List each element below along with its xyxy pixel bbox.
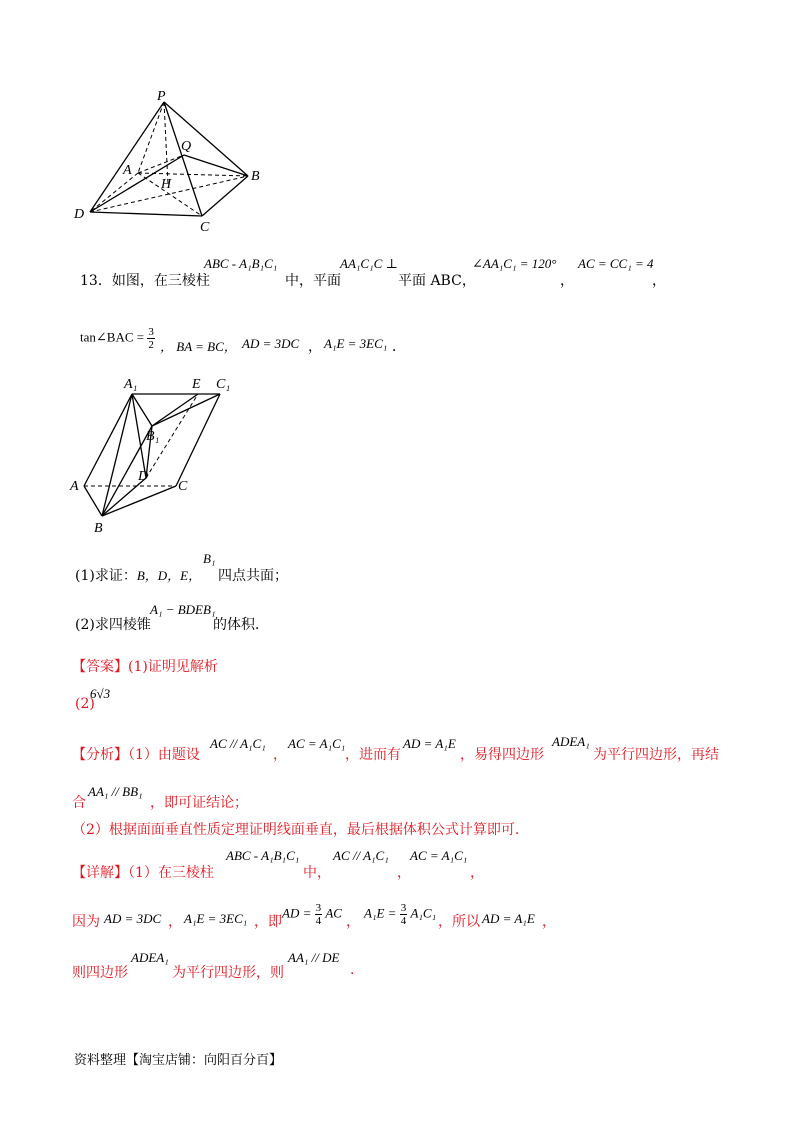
- label-Q: Q: [181, 139, 192, 154]
- answer-2-value: 6√3: [90, 686, 111, 701]
- detail-line-1: [72, 862, 214, 882]
- detail-l2-e: ，所以: [438, 914, 480, 930]
- detail-m2: AC // A₁C₁: [333, 848, 389, 863]
- analysis-p2-a: 合: [72, 795, 86, 811]
- q1-b1: B₁: [203, 551, 216, 566]
- vector-ad: AD = 3DC: [242, 336, 300, 351]
- label-D: D: [74, 207, 85, 222]
- detail-m1: ABC - A₁B₁C₁: [226, 848, 300, 863]
- detail-l2-f: ，: [542, 914, 556, 930]
- footer-source: 资料整理【淘宝店铺：向阳百分百】: [74, 1053, 283, 1068]
- label-A: A: [123, 163, 132, 178]
- detail-label: 【详解】: [72, 865, 128, 881]
- comma: ，: [560, 273, 574, 289]
- tan-fraction: $\frac{3}{2}$: [148, 326, 154, 351]
- q1-prefix: (1)求证：: [75, 568, 137, 584]
- detail-m7: A₁E = $\frac{3}{4}$ A₁C₁: [364, 902, 437, 927]
- angle-condition: ∠AA₁C₁ = 120°: [472, 256, 557, 271]
- fraction-three-quarters: $\frac{3}{4}$: [315, 902, 322, 927]
- detail-m9: ADEA₁: [131, 950, 169, 965]
- detail-l1-a: （1）在三棱柱: [128, 865, 214, 881]
- prism-name: ABC - A₁B₁C₁: [204, 256, 278, 271]
- detail-l2-c: ，即: [254, 914, 282, 930]
- label-B: B: [251, 169, 260, 184]
- label-E: E: [192, 377, 201, 392]
- analysis-p1-b: ，: [273, 747, 287, 763]
- detail-m4: AD = 3DC: [104, 911, 162, 926]
- length-condition: AC = CC₁ = 4: [578, 256, 654, 271]
- figure-prism: [64, 370, 244, 538]
- analysis-p1-a: （1）由题设: [128, 747, 200, 763]
- detail-m6: AD = $\frac{3}{4}$ AC: [282, 902, 342, 927]
- period: ．: [392, 339, 406, 355]
- q2-suffix: 的体积．: [213, 617, 269, 633]
- analysis-p3: （2）根据面面垂直性质定理证明线面垂直，最后根据体积公式计算即可.: [72, 822, 520, 838]
- answer-line-1: [72, 656, 218, 676]
- detail-m10: AA₁ // DE: [288, 950, 340, 965]
- detail-l1-d: ，: [470, 865, 484, 881]
- analysis-m2: AC = A₁C₁: [288, 736, 346, 751]
- label-A: A: [70, 479, 79, 494]
- analysis-p1-d: ，易得四边形: [460, 747, 544, 763]
- detail-l1-b: 中，: [303, 865, 331, 881]
- detail-l2-a: 因为: [72, 914, 100, 930]
- label-B: B: [94, 521, 103, 536]
- analysis-p1-e: 为平行四边形，再结: [593, 747, 719, 763]
- q1-points: B，D，E，: [136, 568, 202, 583]
- detail-l2-b: ，: [168, 914, 182, 930]
- label-H: H: [161, 177, 172, 192]
- q2-prefix: (2)求四棱锥: [75, 617, 151, 633]
- detail-l3-b: 为平行四边形，则: [172, 965, 284, 981]
- question-1: [75, 565, 201, 585]
- comma: ，: [652, 273, 666, 289]
- q1-suffix: 四点共面；: [218, 568, 288, 584]
- analysis-label-line: [72, 744, 200, 764]
- label-C1: C₁: [216, 377, 231, 392]
- label-C: C: [178, 479, 188, 494]
- tan-condition: tan∠BAC = $\frac{3}{2}$: [80, 326, 154, 351]
- analysis-p2-b: ，即可证结论；: [150, 795, 248, 811]
- analysis-m4: ADEA₁: [552, 734, 590, 749]
- ba-bc: ， BA = BC，: [160, 339, 237, 354]
- fraction-three-quarters: $\frac{3}{4}$: [400, 902, 407, 927]
- analysis-m1: AC // A₁C₁: [210, 736, 266, 751]
- analysis-label: 【分析】: [72, 747, 128, 763]
- answer-label: 【答案】: [72, 659, 128, 675]
- detail-l1-c: ，: [397, 865, 411, 881]
- detail-l3-c: .: [350, 962, 355, 978]
- label-D: D: [138, 469, 149, 484]
- plane-abc: 平面 ABC，: [398, 273, 476, 289]
- figure-pyramid: [60, 88, 280, 238]
- label-C: C: [200, 220, 210, 235]
- vector-a1e: A₁E = 3EC₁: [324, 336, 388, 351]
- zhong-pingmian: 中，平面: [285, 273, 341, 289]
- label-B1: B₁: [146, 429, 160, 444]
- q2-pyramid: A₁ − BDEB₁: [150, 602, 216, 617]
- detail-l3-a: 则四边形: [72, 965, 128, 981]
- analysis-m3: AD = A₁E: [403, 736, 456, 751]
- plane-perp: AA₁C₁C ⊥: [340, 256, 398, 271]
- problem-number: 13．如图，在三棱柱: [80, 273, 210, 289]
- problem-line-1: [80, 270, 210, 290]
- detail-m8: AD = A₁E: [482, 911, 535, 926]
- detail-m5: A₁E = 3EC₁: [184, 911, 248, 926]
- answer-1: (1)证明见解析: [128, 659, 218, 675]
- label-A1: A₁: [124, 377, 138, 392]
- label-P: P: [157, 89, 166, 104]
- comma: ，: [308, 339, 322, 355]
- detail-m3: AC = A₁C₁: [410, 848, 468, 863]
- analysis-m5: AA₁ // BB₁: [88, 784, 143, 799]
- detail-l2-d: ，: [346, 914, 360, 930]
- analysis-p1-c: ，进而有: [345, 747, 401, 763]
- answer-2-prefix: (2): [75, 696, 95, 712]
